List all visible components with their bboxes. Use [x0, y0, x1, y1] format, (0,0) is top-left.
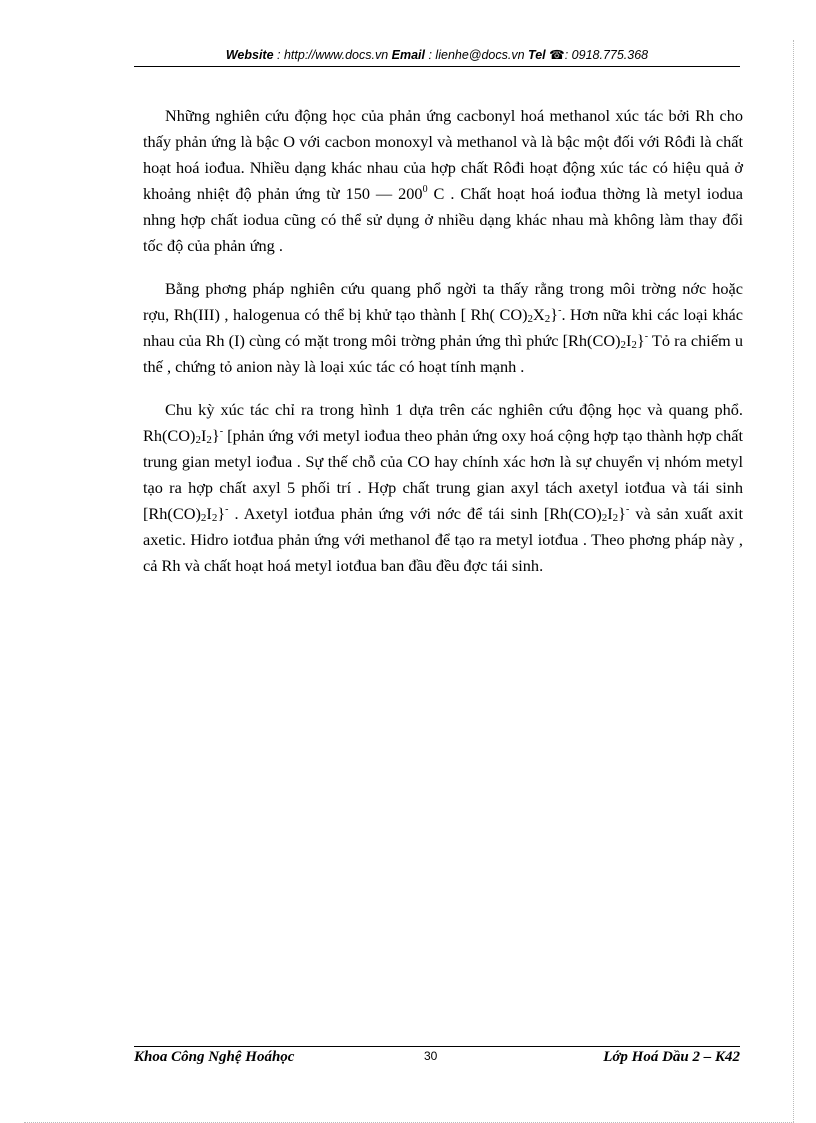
page-edge-right	[793, 40, 794, 1122]
tel-value: : 0918.775.368	[564, 48, 649, 62]
tel-label: Tel	[528, 48, 546, 62]
email-label: Email	[391, 48, 426, 62]
website-value: : http://www.docs.vn	[273, 48, 392, 62]
page-number: 30	[424, 1049, 438, 1063]
page-footer	[134, 1049, 740, 1071]
page-header	[134, 47, 740, 62]
phone-icon: ☎	[549, 48, 565, 62]
paragraph-3: Chu kỳ xúc tác chỉ ra trong hình 1 dựa trên các nghiên cứu động học và quang phổ. $Rh(CO)_2I_2\}^-$ [phản ứng với metyl iođua theo phản ứng oxy hoá cộng hợp tạo thành hợp chất trung gian metyl iođua . Sự thế chỗ của CO hay chính xác hơn là sự chuyển vị nhóm metyl tạo ra hợp chất axyl 5 phối trí . Hợp chất trung gian axyl tách axetyl iotđua và tái $\sinh [Rh(CO)_2I_2\}^-$ . Axetyl iotđua phản ứng với nớc để tái $\sinh [Rh(CO)_2I_2\}^-$ và sản xuất axit axetic. Hidro iotđua phản ứng với methanol để tạo ra metyl iotđua . Theo phơng pháp này , cả Rh và chất hoạt hoá metyl iotđua ban đầu đều đợc tái sinh.	[143, 400, 744, 575]
footer-class: Lớp Hoá Dầu 2 – K42	[603, 1049, 740, 1065]
footer-faculty: Khoa Công Nghệ Hoáhọc	[134, 1049, 295, 1065]
footer-rule	[134, 1046, 740, 1047]
email-value: : lienhe@docs.vn	[425, 48, 529, 62]
document-body	[143, 103, 743, 596]
website-label: Website	[225, 48, 274, 62]
header-rule	[134, 66, 740, 67]
paragraph-1: Những nghiên cứu động học của phản ứng cacbonyl hoá methanol xúc tác bởi Rh cho thấy phản ứng là bậc O với cacbon monoxyl và methanol và là bậc một đối với Rôđi là chất hoạt hoá iođua. Nhiều dạng khác nhau của hợp chất Rôđi hoạt động xúc tác có hiệu quả ở khoảng nhiệt độ phản ứng từ 150 — $200^0$ C . Chất hoạt hoá iođua thờng là metyl iodua nhng hợp chất iodua cũng có thể sử dụng ở nhiều dạng khác nhau mà không làm thay đổi tốc độ của phản ứng .	[143, 106, 743, 255]
paragraph-2: Bằng phơng pháp nghiên cứu quang phổ ngời ta thấy rằng trong môi trờng nớc hoặc rợu, Rh(III) , halogenua có thể bị khử tạo thành [ Rh( $CO)_2X_2\}^-$. Hơn nữa khi các loại khác nhau của Rh (I) cùng có mặt trong môi trờng phản ứng thì phức $[Rh(CO)_2I_2\}^-$ Tỏ ra chiếm u thế , chứng tỏ anion này là loại xúc tác có hoạt tính mạnh .	[143, 279, 743, 376]
